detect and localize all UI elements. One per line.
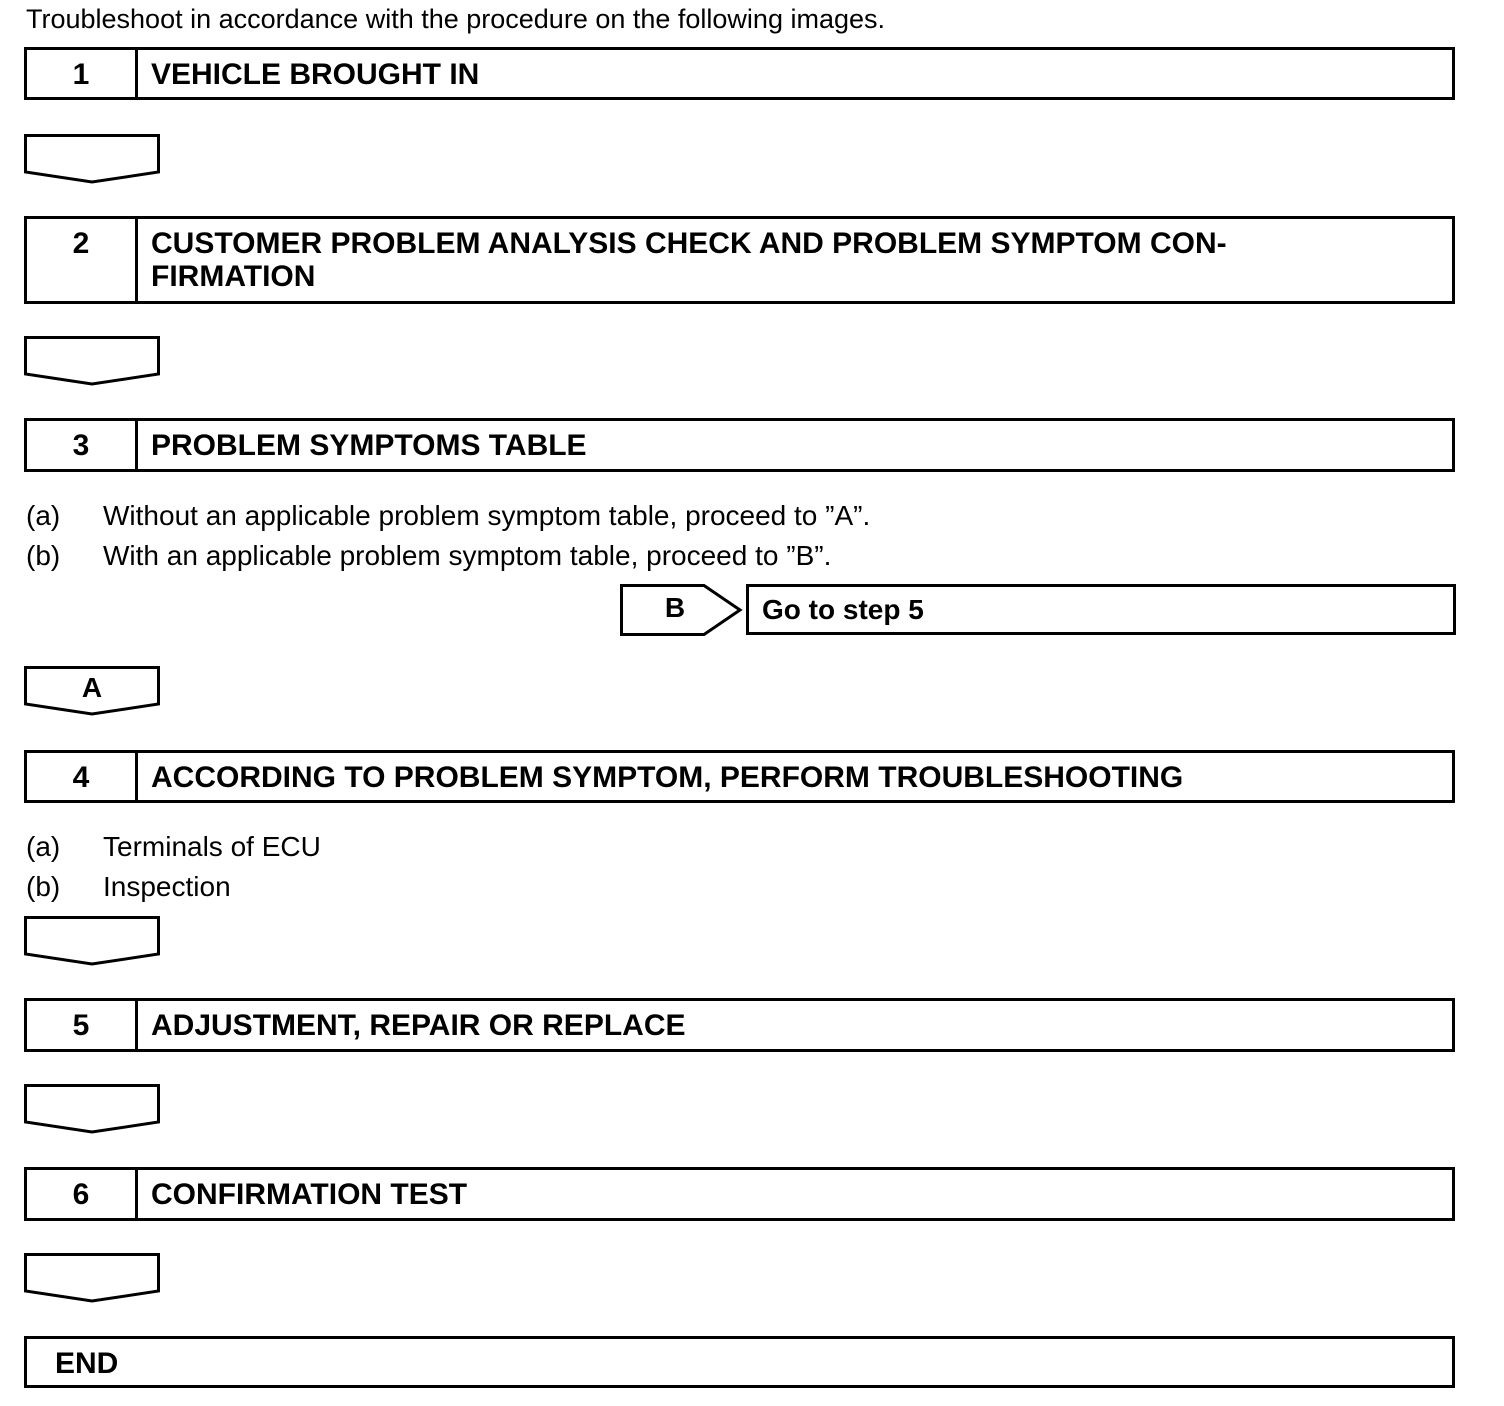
flow-arrow bbox=[24, 1253, 160, 1303]
step-title: ACCORDING TO PROBLEM SYMPTOM, PERFORM TROUBLESHOOTING bbox=[151, 761, 1184, 794]
step-2-box bbox=[24, 216, 1455, 304]
step-number: 1 bbox=[27, 50, 138, 97]
step-4-item-a bbox=[26, 829, 321, 865]
item-text: Inspection bbox=[103, 871, 231, 902]
step-3-box bbox=[24, 418, 1455, 472]
end-box: END bbox=[24, 1336, 1455, 1388]
step-title bbox=[138, 219, 1452, 301]
flow-arrow-a bbox=[24, 666, 160, 716]
step-1-box bbox=[24, 47, 1455, 100]
step-6-box bbox=[24, 1167, 1455, 1221]
item-letter: (b) bbox=[26, 871, 61, 902]
branch-label: B bbox=[664, 592, 686, 623]
arrow-label: A bbox=[81, 672, 103, 703]
step-number: 4 bbox=[27, 753, 138, 800]
step-number: 2 bbox=[27, 219, 138, 301]
down-arrow-icon bbox=[24, 916, 160, 966]
item-text: Without an applicable problem symptom table, proceed to ”A”. bbox=[103, 500, 871, 531]
step-title-line-2: FIRMATION bbox=[151, 260, 316, 293]
step-4-item-b bbox=[26, 869, 231, 905]
flow-arrow bbox=[24, 134, 160, 184]
down-arrow-icon bbox=[24, 1084, 160, 1134]
step-title-line-1: CUSTOMER PROBLEM ANALYSIS CHECK AND PROBLEM SYMPTOM CON- bbox=[151, 227, 1227, 260]
intro-text: Troubleshoot in accordance with the procedure on the following images. bbox=[26, 4, 886, 34]
flow-arrow bbox=[24, 336, 160, 386]
step-3-item-b bbox=[26, 538, 831, 574]
step-4-box bbox=[24, 750, 1455, 803]
item-text: With an applicable problem symptom table, proceed to ”B”. bbox=[103, 540, 832, 571]
down-arrow-icon bbox=[24, 134, 160, 184]
branch-target: Go to step 5 bbox=[746, 584, 1456, 635]
flow-arrow bbox=[24, 916, 160, 966]
step-number: 5 bbox=[27, 1001, 138, 1049]
step-number: 3 bbox=[27, 421, 138, 469]
down-arrow-icon bbox=[24, 1253, 160, 1303]
item-letter: (a) bbox=[26, 500, 61, 531]
flow-arrow bbox=[24, 1084, 160, 1134]
item-text: Terminals of ECU bbox=[103, 831, 321, 862]
step-3-item-a bbox=[26, 498, 870, 534]
item-letter: (b) bbox=[26, 540, 61, 571]
step-title: CONFIRMATION TEST bbox=[151, 1178, 468, 1211]
down-arrow-icon bbox=[24, 336, 160, 386]
step-number: 6 bbox=[27, 1170, 138, 1218]
step-title: PROBLEM SYMPTOMS TABLE bbox=[151, 429, 587, 462]
step-5-box bbox=[24, 998, 1455, 1052]
branch-b bbox=[620, 584, 1456, 636]
step-title: VEHICLE BROUGHT IN bbox=[151, 58, 480, 91]
item-letter: (a) bbox=[26, 831, 61, 862]
step-title: ADJUSTMENT, REPAIR OR REPLACE bbox=[151, 1009, 686, 1042]
